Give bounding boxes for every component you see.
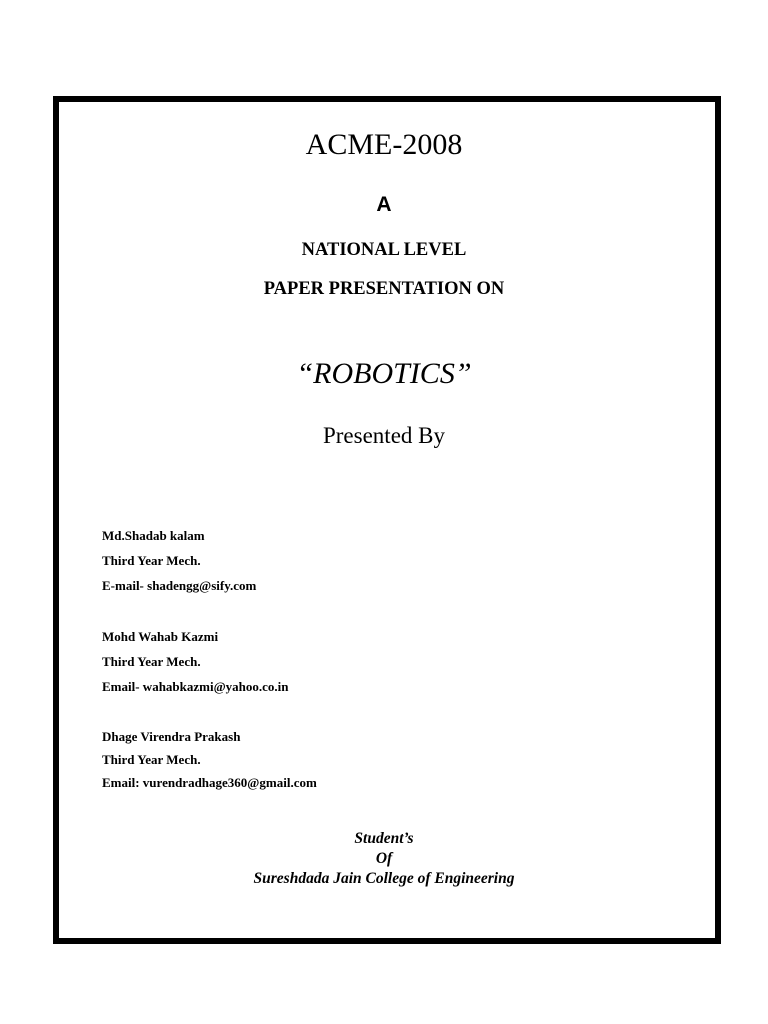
subtitle-paper-presentation: PAPER PRESENTATION ON bbox=[263, 279, 505, 299]
author-3-year: Third Year Mech. bbox=[102, 752, 201, 767]
presentation-topic: “ROBOTICS” bbox=[296, 357, 472, 390]
author-1-year: Third Year Mech. bbox=[102, 553, 201, 568]
author-3-email: Email: vurendradhage360@gmail.com bbox=[102, 775, 317, 790]
footer-of: Of bbox=[375, 850, 393, 867]
author-2-year: Third Year Mech. bbox=[102, 654, 201, 669]
author-1-name: Md.Shadab kalam bbox=[102, 528, 205, 543]
page-border-frame bbox=[53, 96, 721, 944]
footer-college-name: Sureshdada Jain College of Engineering bbox=[253, 870, 515, 887]
author-2-name: Mohd Wahab Kazmi bbox=[102, 629, 219, 644]
author-2-email: Email- wahabkazmi@yahoo.co.in bbox=[102, 679, 289, 694]
article-a: A bbox=[376, 193, 392, 216]
author-1-email: E-mail- shadengg@sify.com bbox=[102, 578, 257, 593]
subtitle-national-level: NATIONAL LEVEL bbox=[301, 240, 467, 260]
presented-by-heading: Presented By bbox=[322, 423, 445, 448]
footer-students: Student’s bbox=[354, 830, 414, 847]
author-3-name: Dhage Virendra Prakash bbox=[102, 729, 241, 744]
document-title: ACME-2008 bbox=[305, 128, 463, 161]
